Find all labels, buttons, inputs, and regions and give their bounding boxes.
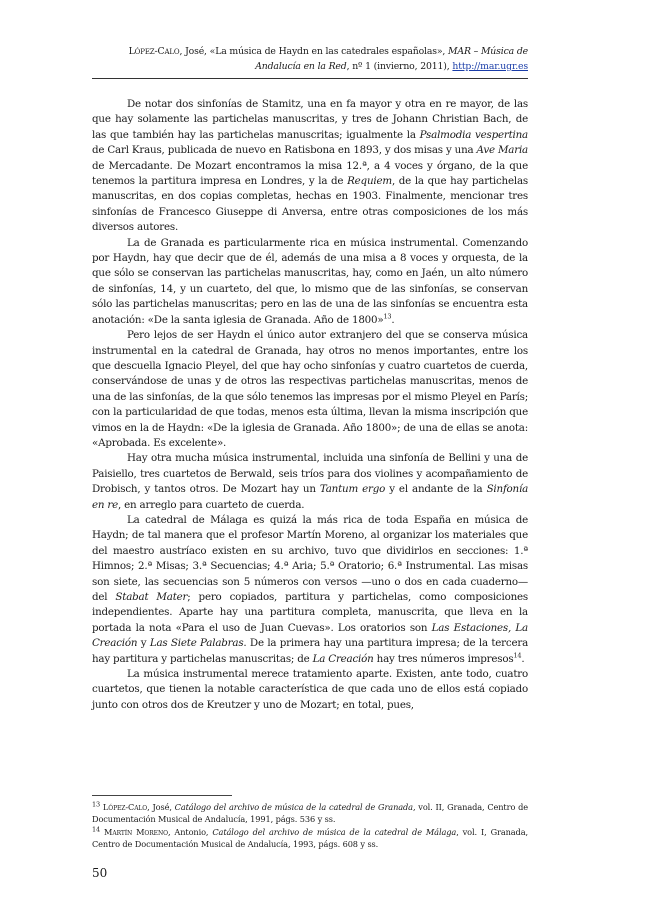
footnotes <box>92 801 528 851</box>
footnote-ref-13[interactable]: 13 <box>383 312 392 321</box>
journal-url-link[interactable]: http://mar.ugr.es <box>452 61 528 72</box>
paragraph-pleyel: Pero lejos de ser Haydn el único autor extranjero del que se conserva música instrumental en la catedral de Granada, hay otros no menos importantes, entre los que descuella Ignacio Pleyel, del que hay ocho sinfonías y cuatro cuartetos de cuerda, conservándose de unas y de otros las respectivas partichelas manuscritas, menos de una de las sinfonías, de la que sólo tenemos las impresas por el mismo Pleyel en París; con la particularidad de que todas, menos esta última, llevan la misma inscripción que vimos en la de Haydn: «De la iglesia de Granada. Año 1800»; de una de ellas se anota: «Aprobada. Es excelente». <box>92 329 528 449</box>
footnote-13: $^{13}$ López-Calo, José, Catálogo del archivo de música de la catedral de Granada, vol. II, Granada, Centro de Documentación Musical de Andalucía, 1991, págs. 536 y ss. <box>92 800 528 824</box>
header-journal: MAR – Música de Andalucía en la Red <box>255 46 528 72</box>
paragraph-instrumental-granada: Hay otra mucha música instrumental, incluida una sinfonía de Bellini y una de Paisiello, tres cuartetos de Berwald, seis tríos para dos violines y acompañamiento de Drobisch, y tantos otros. De Mozart hay un Tantum ergo y el andante de la Sinfonía en re, en arreglo para cuarteto de cuerda. <box>92 452 529 511</box>
footnote-number: 13 <box>92 800 101 809</box>
footnote-14: $^{14}$ Martín Moreno, Antonio, Catálogo del archivo de música de la catedral de Málaga, vol. I, Granada, Centro de Documentación Musical de Andalucía, 1993, págs. 608 y ss. <box>92 825 528 849</box>
page-number: 50 <box>92 866 108 880</box>
footnote-separator <box>92 795 232 796</box>
header-article-title: «La música de Haydn en las catedrales españolas», <box>209 46 449 57</box>
paragraph-quartets: La música instrumental merece tratamiento aparte. Existen, ante todo, cuatro cuartetos, que tienen la notable característica de que cada uno de ellos está copiado junto con otros dos de Kreutzer y uno de Mozart; en total, pues, <box>92 668 528 711</box>
paragraph-stamitz: De notar dos sinfonías de Stamitz, una en fa mayor y otra en re mayor, de las que hay solamente las partichelas manuscritas, y tres de Johann Christian Bach, de las que también hay las partichelas manuscritas; igualmente la Psalmodia vespertina de Carl Kraus, publicada de nuevo en Ratisbona en 1893, y dos misas y una Ave Maria de Mercadante. De Mozart encontramos la misa 12.ª, a 4 voces y órgano, de la que tenemos la partitura impresa en Londres, y la de Requiem, de la que hay partichelas manuscritas, en dos copias completas, hechas en 1903. Finalmente, mencionar tres sinfonías de Francesco Giuseppe di Anversa, entre otras composiciones de los más diversos autores. <box>92 98 528 234</box>
footnote-number: 14 <box>92 825 101 834</box>
footnote-ref-14[interactable]: 14 <box>513 651 522 660</box>
header-issue: , nº 1 (invierno, 2011), <box>346 61 453 72</box>
paragraph-granada: La de Granada es particularmente rica en música instrumental. Comenzando por Haydn, hay que decir que de él, además de una misa a 8 voces y orquesta, de la que sólo se conservan las partichelas manuscritas, hay, como en Jaén, un alto número de sinfonías, 14, y un cuarteto, del que, lo mismo que de las sinfonías, se conservan sólo las partichelas manuscritas; pero en las de una de las sinfonías se encuentra esta anotación: «De la santa iglesia de Granada. Año de 1800»$^{13}$. <box>92 236 528 326</box>
running-header <box>92 44 528 74</box>
header-rule <box>92 78 528 79</box>
body-text <box>92 97 528 713</box>
header-author-first: , José, <box>179 46 210 57</box>
paragraph-malaga: La catedral de Málaga es quizá la más rica de toda España en música de Haydn; de tal manera que el profesor Martín Moreno, al organizar los materiales que del maestro austríaco existen en su archivo, tuvo que dividirlos en secciones: 1.ª Himnos; 2.ª Misas; 3.ª Secuencias; 4.ª Aria; 5.ª Oratorio; 6.ª Instrumental. Las misas son siete, las secuencias son 5 números con versos —uno o dos en cada cuaderno— del Stabat Mater; pero copiados, partitura y partichelas, como composiciones independientes. Aparte hay una partitura completa, manuscrita, que lleva en la portada la nota «Para el uso de Juan Cuevas». Los oratorios son Las Estaciones, La Creación y Las Siete Palabras. De la primera hay una partitura impresa; de la tercera hay partitura y partichelas manuscritas; de La Creación hay tres números impresos$^{14}$. <box>92 513 529 665</box>
header-author-surname: López-Calo <box>128 46 180 57</box>
